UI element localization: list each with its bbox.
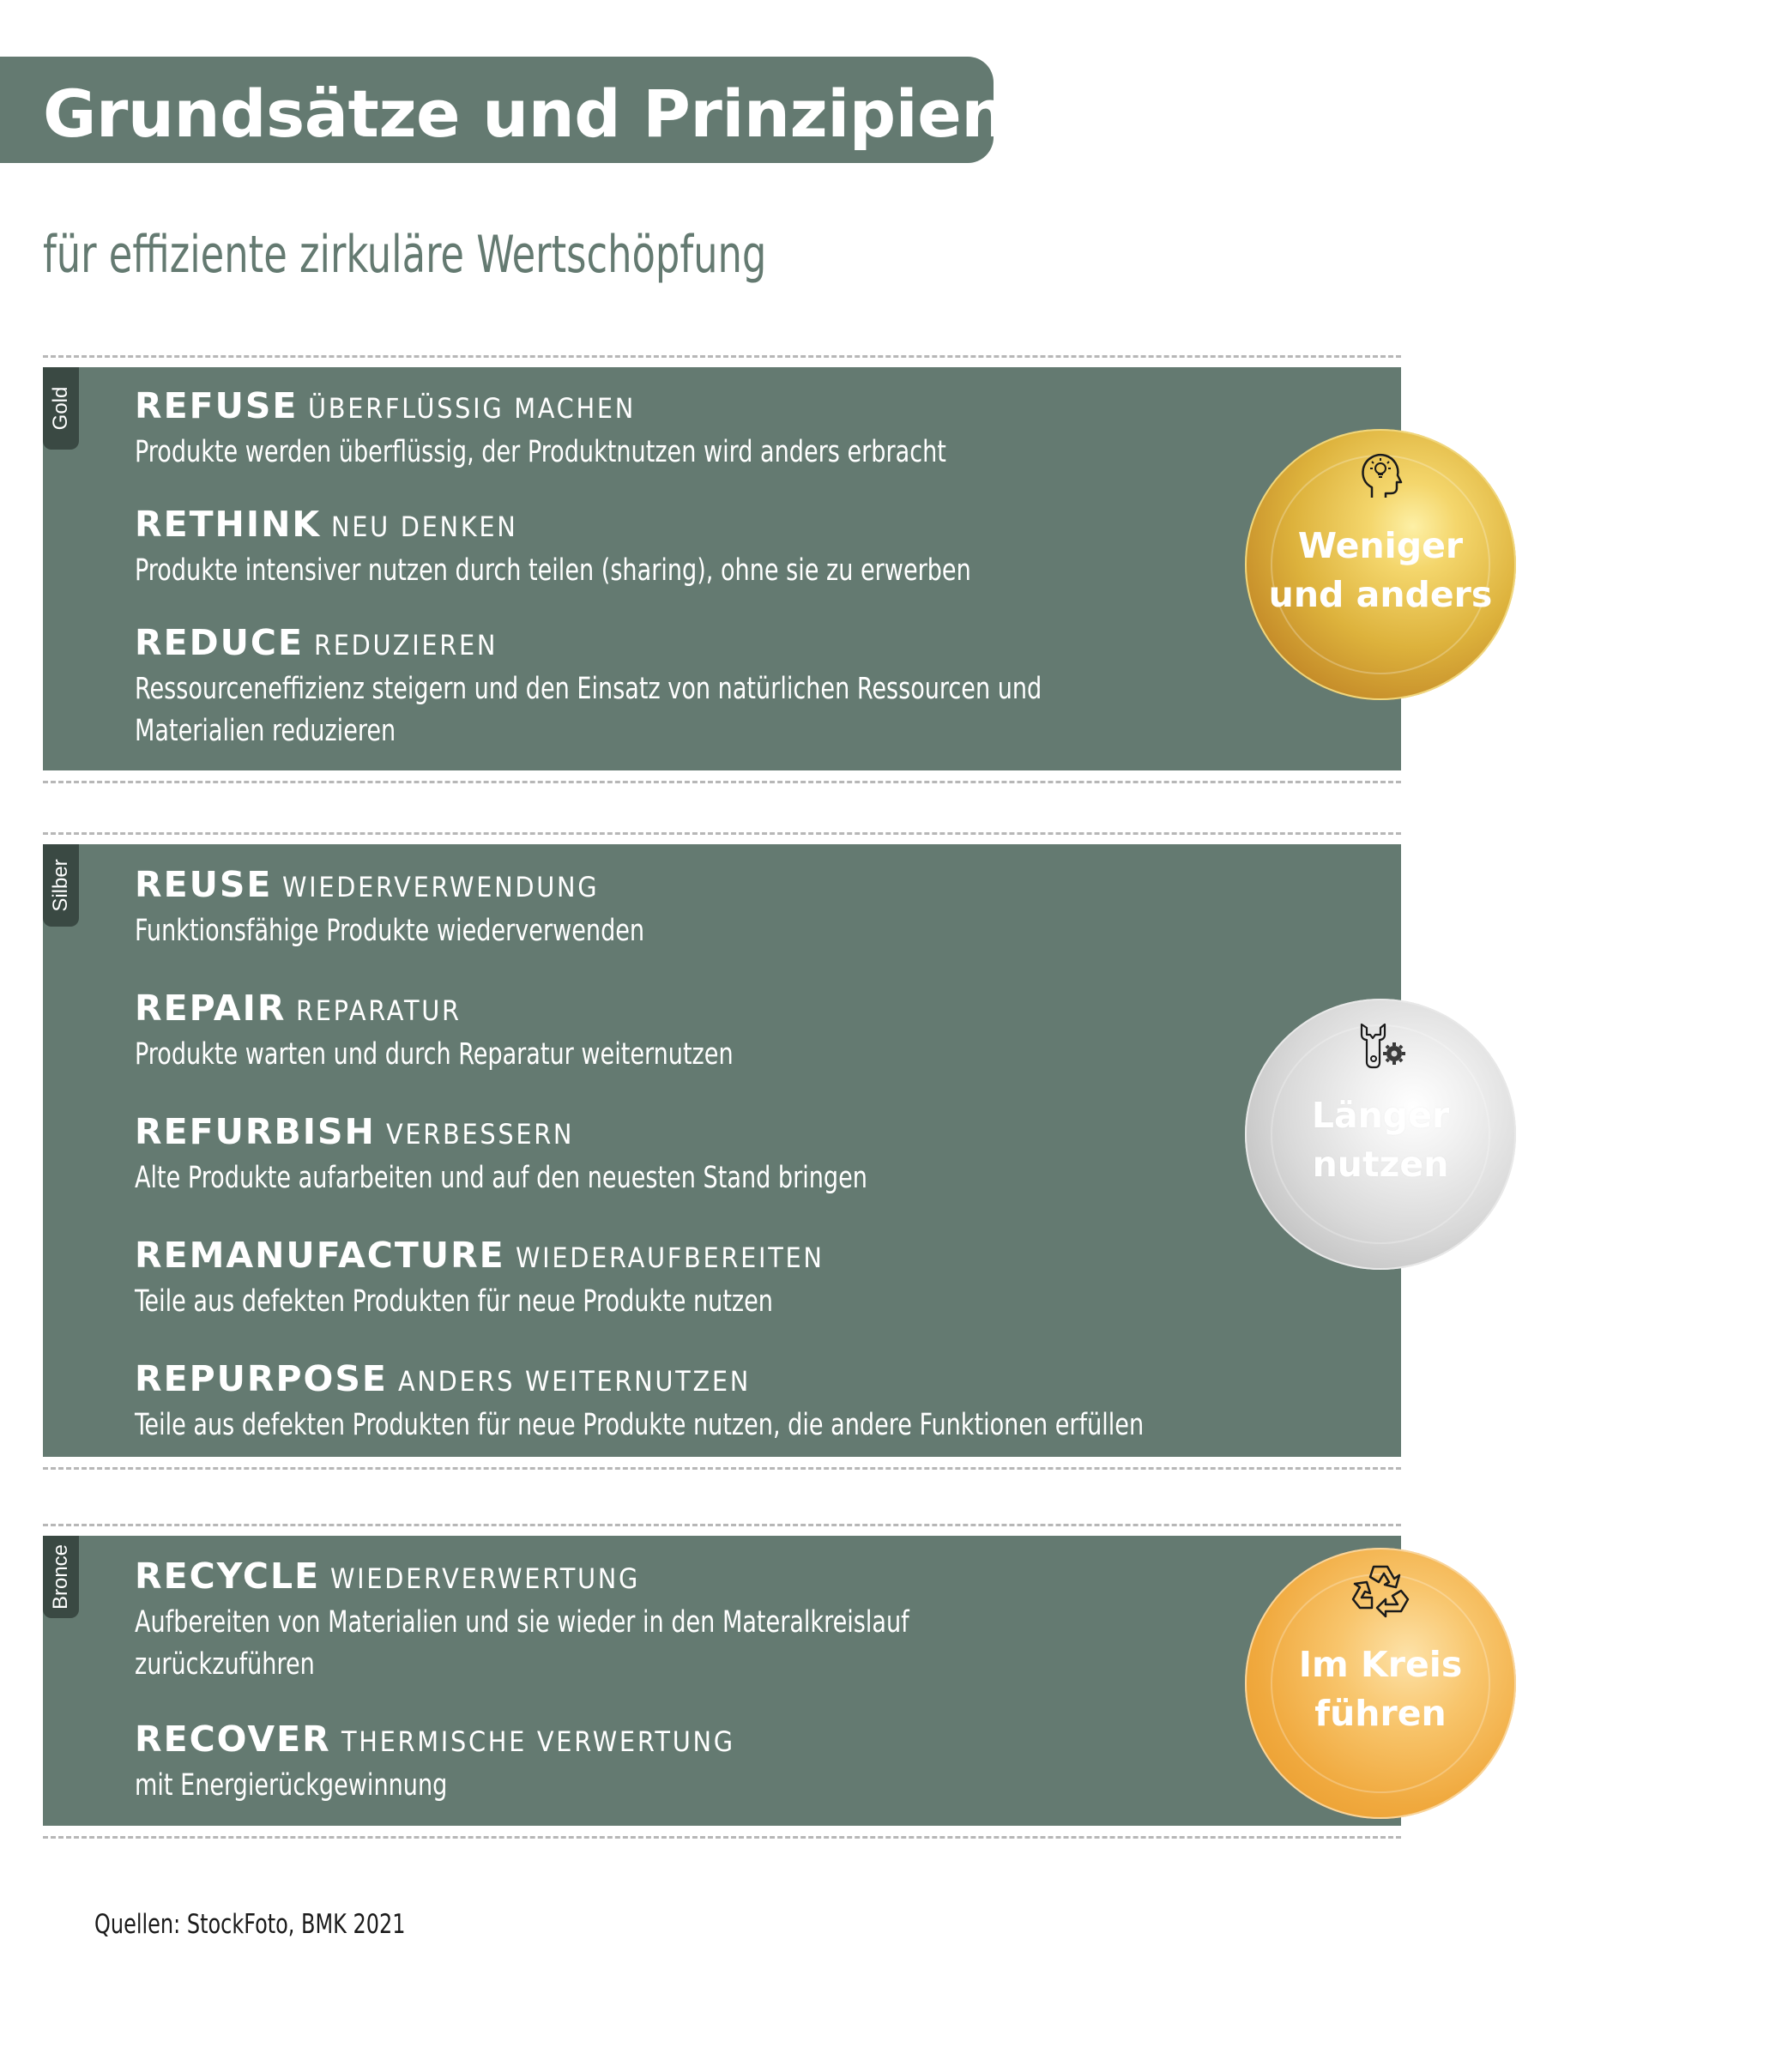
divider	[43, 355, 1401, 358]
principle-description: Materialien reduzieren	[135, 714, 396, 748]
principle-remanufacture	[135, 1235, 877, 1323]
principle-description: Teile aus defekten Produkten für neue Produkte nutzen	[135, 1284, 773, 1319]
head-lightbulb-icon	[1353, 448, 1408, 503]
divider	[43, 781, 1401, 783]
medal-label-line2: führen	[1314, 1693, 1447, 1734]
principle-description: Ressourceneffizienz steigern und den Einsatz von natürlichen Ressourcen und	[135, 672, 1042, 706]
medal-gold	[1245, 429, 1516, 700]
principle-translation: ANDERS WEITERNUTZEN	[397, 1365, 751, 1398]
tier-tab-bronce: Bronce	[43, 1536, 79, 1618]
principle-description: mit Energierückgewinnung	[135, 1768, 448, 1803]
principle-translation: NEU DENKEN	[331, 510, 518, 543]
principle-term: REUSE	[135, 864, 273, 905]
medal-label-line2: und anders	[1268, 574, 1493, 615]
principle-translation: REPARATUR	[296, 994, 462, 1027]
divider	[43, 1524, 1401, 1526]
divider	[43, 1467, 1401, 1470]
principle-term: REFURBISH	[135, 1111, 376, 1152]
principle-description: Produkte intensiver nutzen durch teilen (sharing), ohne sie zu erwerben	[135, 553, 971, 588]
principle-term: REDUCE	[135, 622, 305, 663]
page-subtitle: für effiziente zirkuläre Wertschöpfung	[43, 225, 767, 285]
principle-description: Funktionsfähige Produkte wiederverwenden	[135, 914, 645, 948]
principle-term: REPAIR	[135, 988, 287, 1029]
principle-reduce	[135, 623, 1189, 752]
source-note: Quellen: StockFoto, BMK 2021	[94, 1909, 406, 1940]
principle-recover	[135, 1719, 778, 1807]
principle-recycle	[135, 1556, 1036, 1686]
principle-description: Teile aus defekten Produkten für neue Produkte nutzen, die andere Funktionen erfüllen	[135, 1408, 1145, 1442]
page-title: Grundsätze und Prinzipien	[43, 76, 1007, 152]
wrench-gear-icon	[1353, 1018, 1408, 1072]
medal-silver	[1245, 999, 1516, 1270]
principle-translation: WIEDERVERWERTUNG	[330, 1562, 641, 1595]
principle-translation: ÜBERFLÜSSIG MACHEN	[308, 392, 637, 425]
tier-tab-silber: Silber	[43, 844, 79, 927]
divider	[43, 1836, 1401, 1839]
principle-translation: REDUZIEREN	[314, 629, 498, 661]
principle-term: RETHINK	[135, 504, 322, 545]
principle-refurbish	[135, 1112, 987, 1199]
principle-term: RECOVER	[135, 1719, 331, 1760]
principle-translation: VERBESSERN	[385, 1118, 574, 1151]
medal-label-line2: nutzen	[1312, 1144, 1449, 1185]
divider	[43, 832, 1401, 835]
principle-refuse	[135, 386, 1078, 474]
title-banner	[0, 57, 1007, 163]
principle-translation: WIEDERAUFBEREITEN	[515, 1241, 825, 1274]
principle-description: Produkte werden überflüssig, der Produktnutzen wird anders erbracht	[135, 435, 946, 469]
principle-repair	[135, 988, 831, 1076]
principle-rethink	[135, 504, 1107, 592]
principle-term: REFUSE	[135, 385, 299, 426]
principle-translation: WIEDERVERWENDUNG	[282, 871, 600, 903]
medal-bronze	[1245, 1548, 1516, 1819]
principle-description: Alte Produkte aufarbeiten und auf den neuesten Stand bringen	[135, 1161, 867, 1195]
tier-tab-gold: Gold	[43, 367, 79, 450]
principle-term: REMANUFACTURE	[135, 1235, 505, 1276]
medal-label-line1: Weniger	[1297, 525, 1464, 566]
recycle-icon	[1346, 1562, 1415, 1622]
principle-description: Aufbereiten von Materialien und sie wieder in den Materalkreislauf	[135, 1605, 909, 1640]
principle-description: Produkte warten und durch Reparatur weiternutzen	[135, 1037, 734, 1072]
principle-reuse	[135, 865, 728, 952]
medal-label-line1: Länger	[1311, 1095, 1450, 1136]
principle-repurpose	[135, 1359, 1308, 1447]
principle-description: zurückzuführen	[135, 1647, 315, 1682]
medal-label-line1: Im Kreis	[1298, 1644, 1463, 1685]
principle-term: REPURPOSE	[135, 1358, 388, 1399]
principle-translation: THERMISCHE VERWERTUNG	[341, 1725, 735, 1758]
principle-term: RECYCLE	[135, 1556, 321, 1597]
